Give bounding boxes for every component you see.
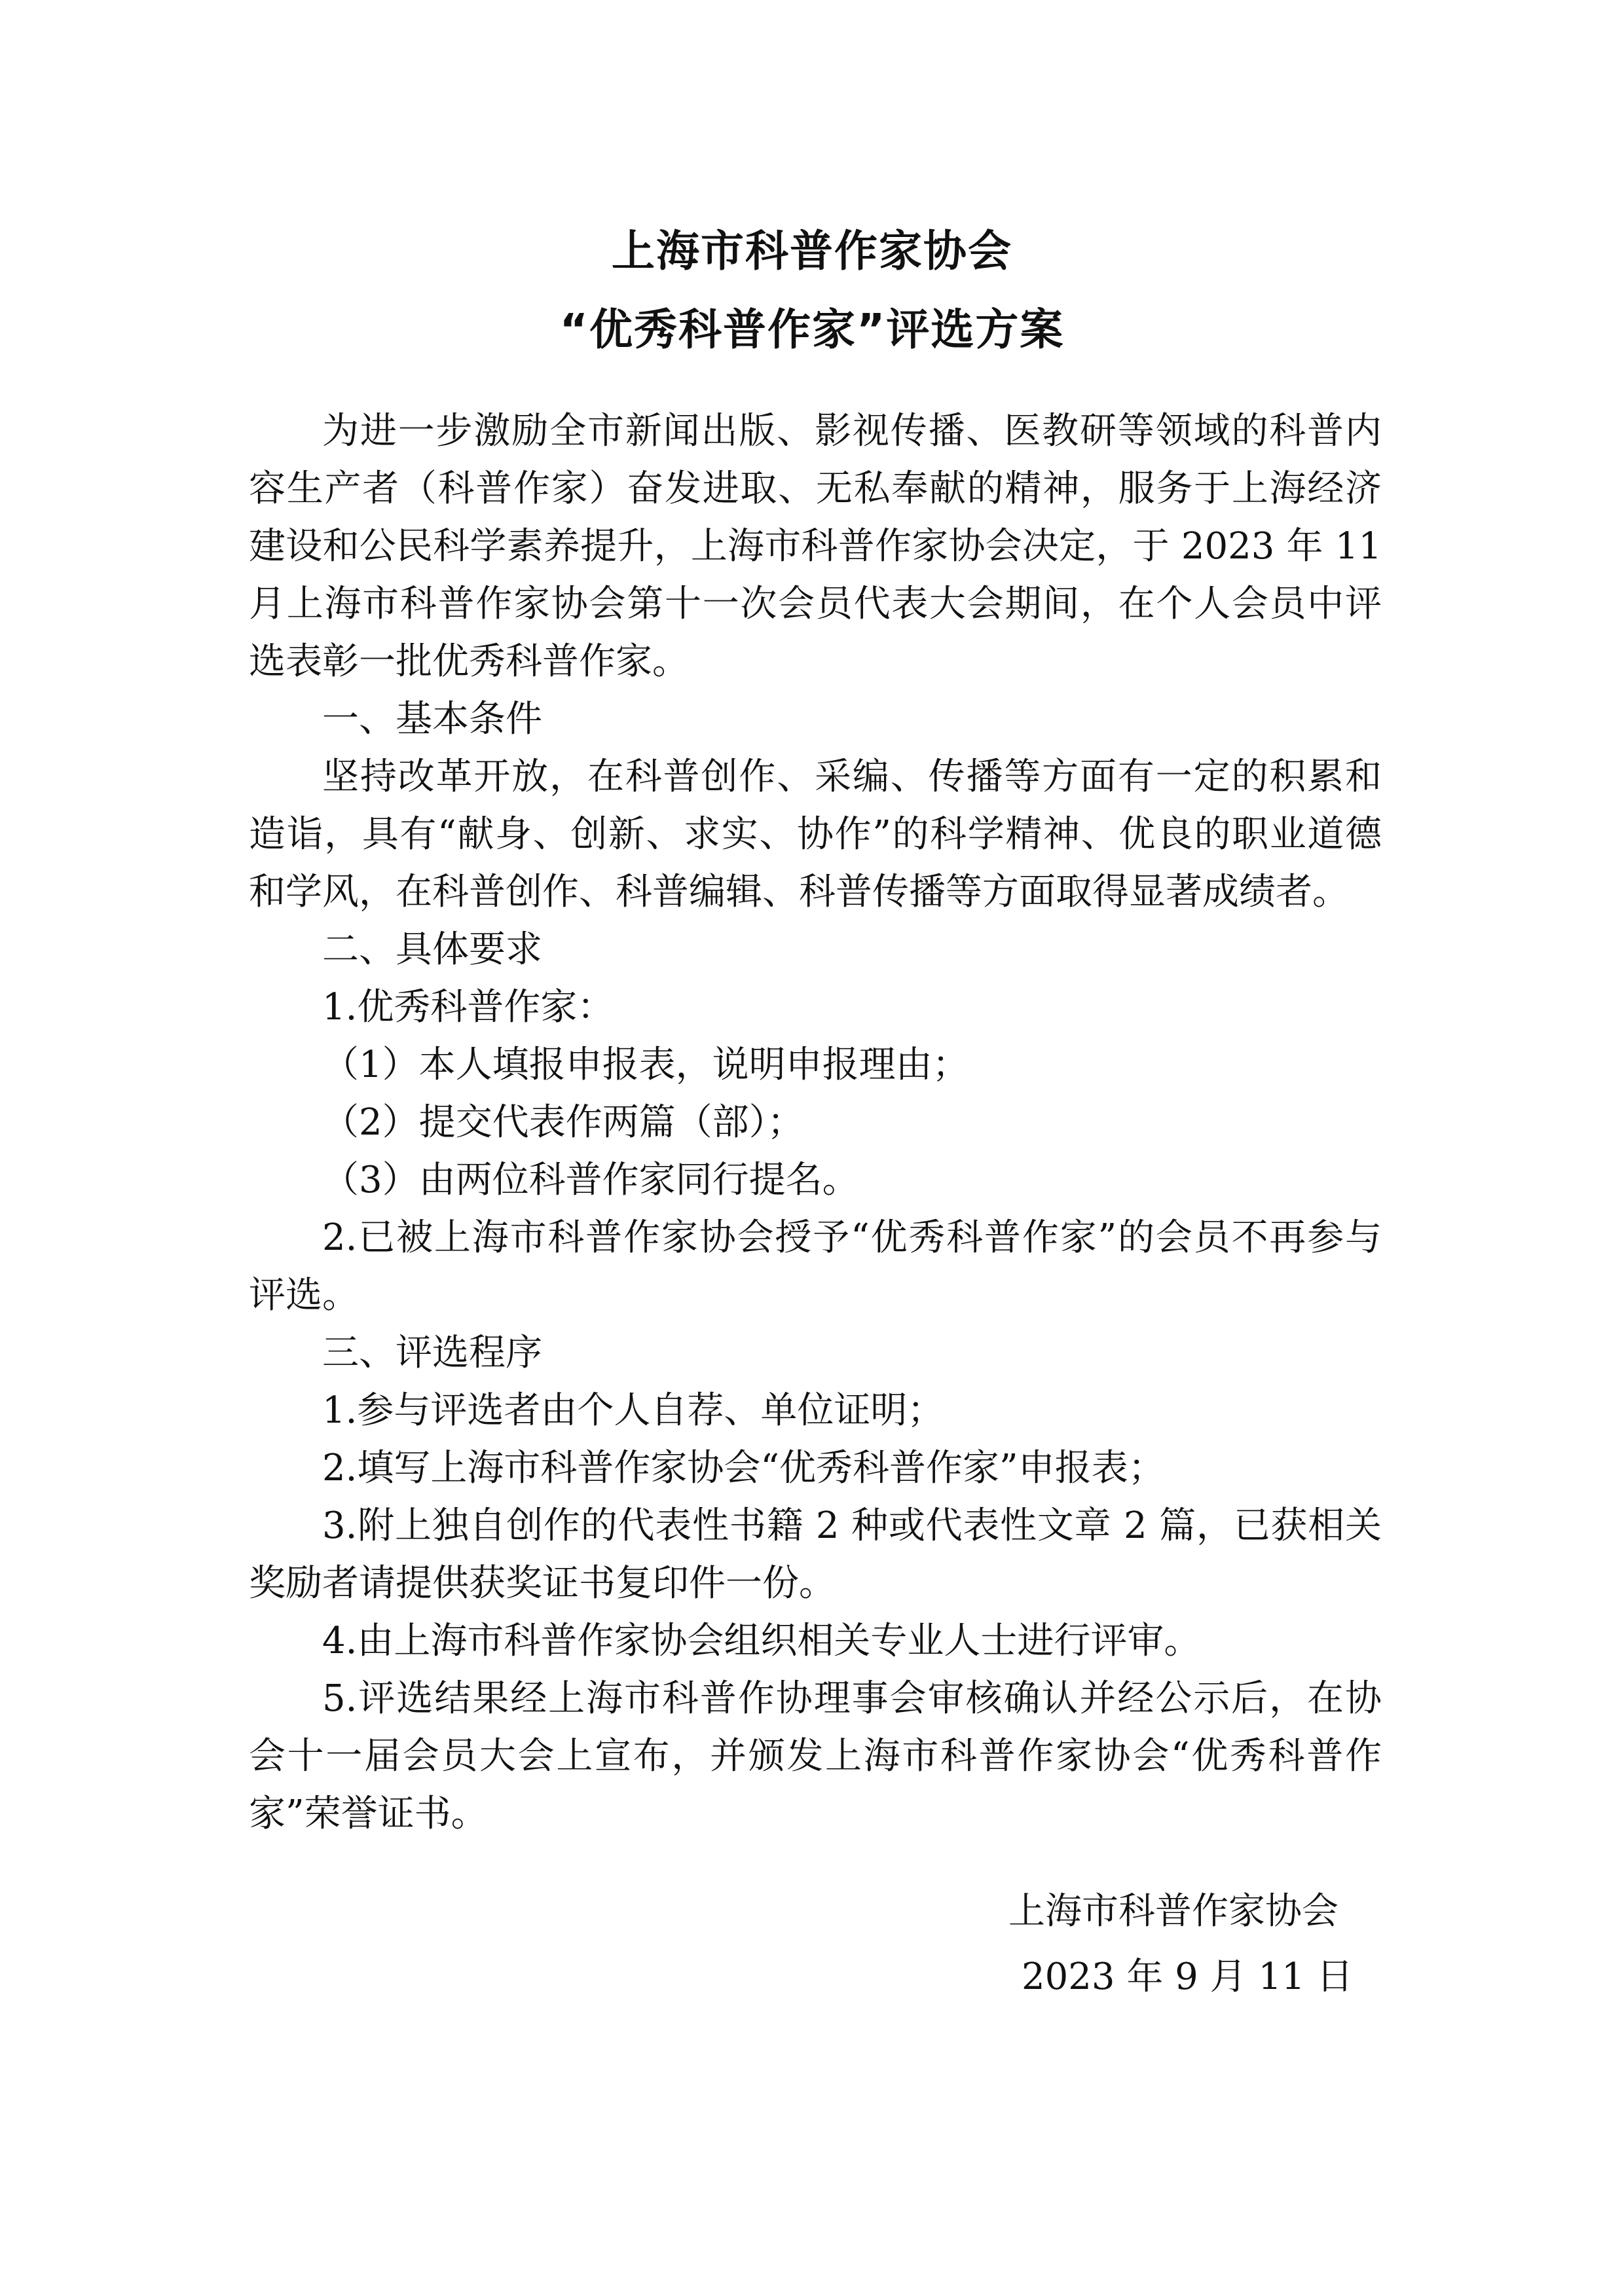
section3-heading: 三、评选程序 [322, 1332, 542, 1374]
section2-item-1-sub-1: （1）本人填报申报表，说明申报理由； [322, 1044, 969, 1086]
section2-item-1: 1.优秀科普作家： [322, 986, 614, 1029]
signature-block [1008, 1879, 1353, 2010]
signature-date: 2023 年 9 月 11 日 [1022, 1956, 1354, 1998]
section3-item-3: 3.附上独自创作的代表性书籍 2 种或代表性文章 2 篇，已获相关奖励者请提供获奖证书复印件一份。 [249, 1504, 1382, 1605]
section3-item-2: 2.填写上海市科普作家协会“优秀科普作家”申报表； [322, 1447, 1165, 1489]
signature-organization: 上海市科普作家协会 [1008, 1890, 1338, 1933]
document-title: 上海市科普作家协会 [612, 226, 1012, 276]
document-subtitle: “优秀科普作家”评选方案 [559, 304, 1065, 355]
section2-heading: 二、具体要求 [322, 928, 542, 971]
section1-paragraph: 坚持改革开放，在科普创作、采编、传播等方面有一定的积累和造诣，具有“献身、创新、求实、协作”的科学精神、优良的职业道德和学风，在科普创作、科普编辑、科普传播等方面取得显著成绩者。 [249, 756, 1382, 913]
intro-paragraph: 为进一步激励全市新闻出版、影视传播、医教研等领域的科普内容生产者（科普作家）奋发进取、无私奉献的精神，服务于上海经济建设和公民科学素养提升，上海市科普作家协会决定，于 2023 年 11 月上海市科普作家协会第十一次会员代表大会期间，在个人会员中评选表彰一批优秀科普作家。 [249, 410, 1382, 683]
section2-item-1-sub-2: （2）提交代表作两篇（部）； [322, 1101, 804, 1144]
section1-heading: 一、基本条件 [322, 698, 542, 740]
section3-item-5: 5.评选结果经上海市科普作协理事会审核确认并经公示后，在协会十一届会员大会上宣布，并颁发上海市科普作家协会“优秀科普作家”荣誉证书。 [249, 1677, 1382, 1835]
document-body [249, 403, 1382, 1843]
section2-item-2: 2.已被上海市科普作家协会授予“优秀科普作家”的会员不再参与评选。 [249, 1216, 1382, 1317]
section2-item-1-sub-3: （3）由两位科普作家同行提名。 [322, 1159, 859, 1201]
section3-item-1: 1.参与评选者由个人自荐、单位证明； [322, 1389, 944, 1432]
section3-item-4: 4.由上海市科普作家协会组织相关专业人士进行评审。 [322, 1620, 1201, 1662]
